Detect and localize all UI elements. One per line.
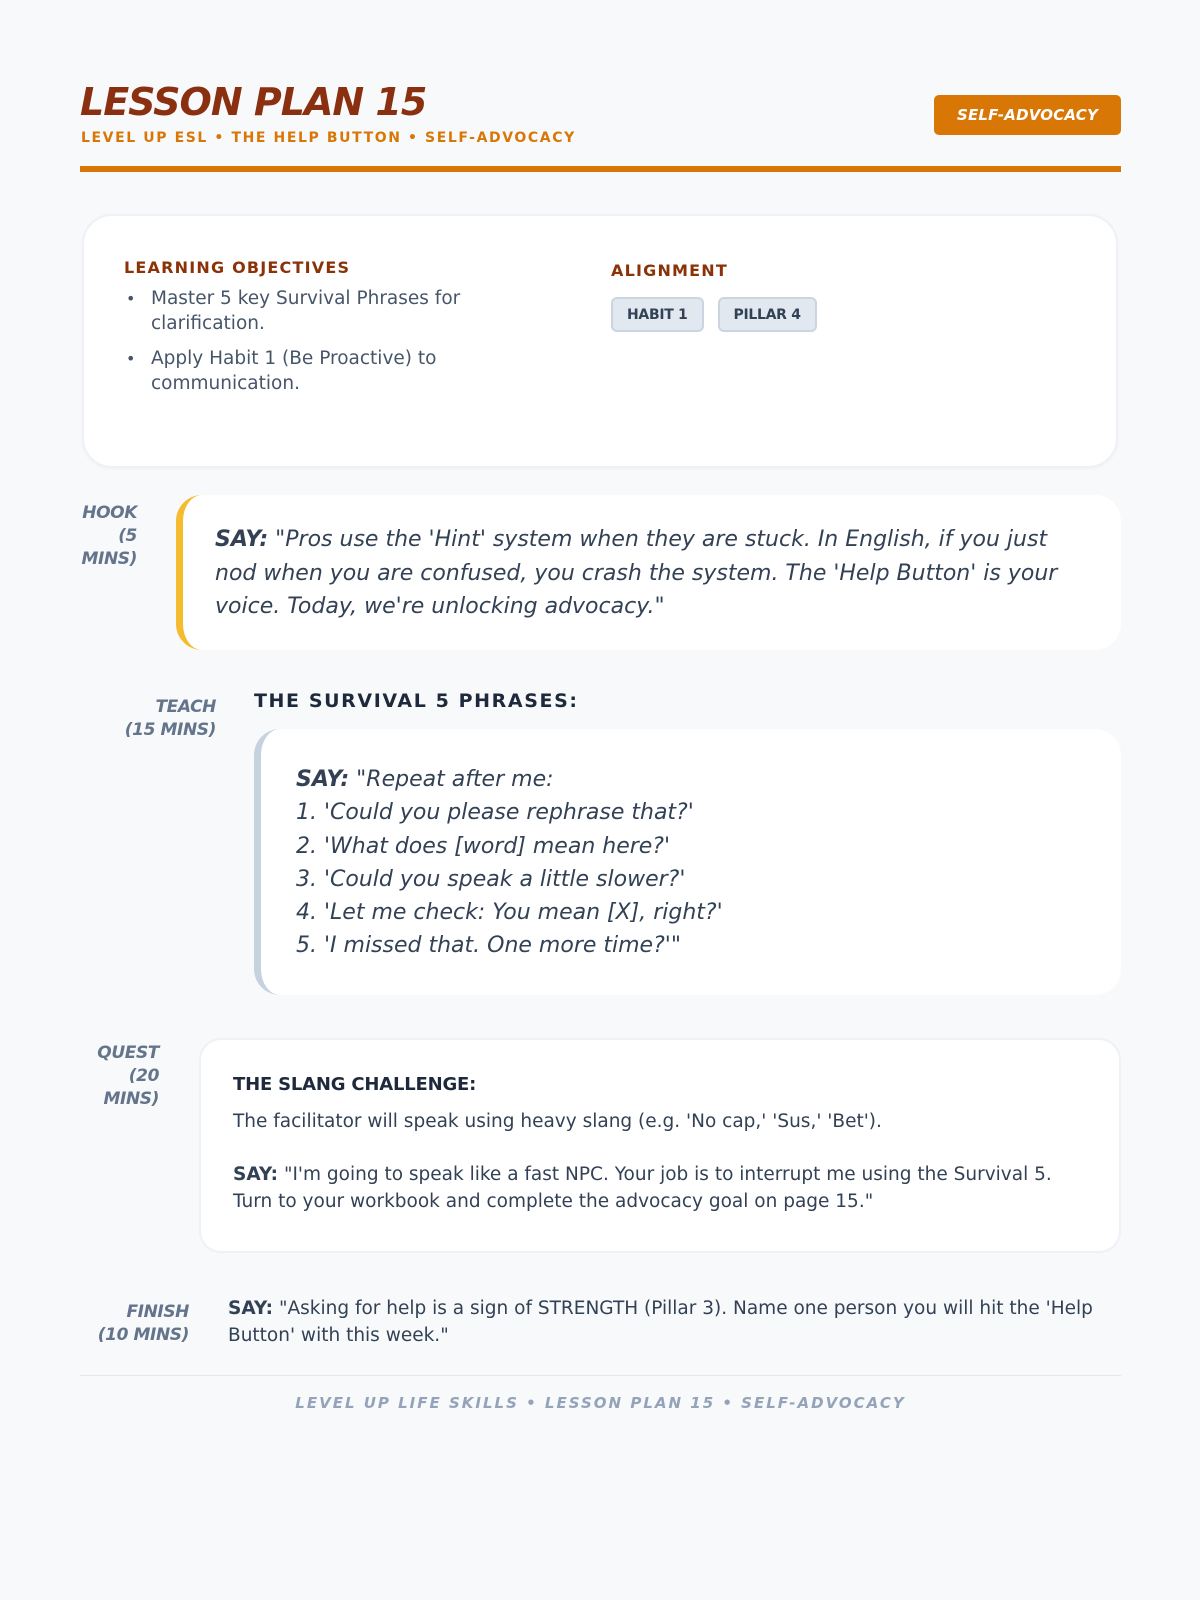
quest-script — [233, 1161, 1087, 1215]
alignment-pill-pillar: PILLAR 4 — [718, 297, 817, 332]
time-label-line: MINS) — [103, 1089, 159, 1109]
alignment-pill-habit: HABIT 1 — [611, 297, 704, 332]
objective-item — [124, 346, 544, 396]
time-label-line: (20 — [128, 1066, 159, 1086]
lesson-plan-page — [80, 0, 1121, 1600]
quest-description: The facilitator will speak using heavy slang (e.g. 'No cap,' 'Sus,' 'Bet'). — [233, 1111, 882, 1132]
objective-item — [124, 286, 544, 336]
say-label: SAY: — [228, 1298, 274, 1319]
quest-time-label — [80, 1042, 159, 1111]
quest-say-text: "I'm going to speak like a fast NPC. Your job is to interrupt me using the Survival 5. Turn to your workbook and complete the advocacy goal on page 15." — [233, 1164, 1052, 1212]
time-label-line: (5 — [118, 526, 137, 546]
say-label: SAY: — [233, 1164, 279, 1185]
teach-heading: THE SURVIVAL 5 PHRASES: — [254, 690, 579, 712]
say-label: SAY: — [215, 527, 269, 552]
page-subtitle: LEVEL UP ESL • THE HELP BUTTON • SELF-ADVOCACY — [81, 130, 576, 146]
phrase-item: 4. 'Let me check: You mean [X], right?' — [296, 900, 723, 926]
phrase-item: 1. 'Could you please rephrase that?' — [296, 800, 694, 826]
time-label-line: (15 MINS) — [124, 720, 216, 740]
page-footer: LEVEL UP LIFE SKILLS • LESSON PLAN 15 • SELF-ADVOCACY — [295, 1394, 906, 1412]
learning-objectives-label: LEARNING OBJECTIVES — [124, 258, 351, 277]
footer-divider — [80, 1375, 1121, 1376]
phrase-item: 5. 'I missed that. One more time?'" — [296, 933, 681, 959]
teach-intro-text: "Repeat after me: — [349, 767, 554, 792]
alignment-label: ALIGNMENT — [611, 261, 729, 280]
time-label-line: HOOK — [82, 503, 137, 523]
page-title: LESSON PLAN 15 — [80, 80, 427, 124]
quest-title: THE SLANG CHALLENGE: — [233, 1074, 477, 1095]
time-label-line: QUEST — [97, 1043, 159, 1063]
hook-text: "Pros use the 'Hint' system when they are stuck. In English, if you just nod when you are confused, you crash the system. The 'Help Button' is your voice. Today, we're unlocking advocacy." — [215, 527, 1058, 619]
topic-tag-badge: SELF-ADVOCACY — [934, 95, 1121, 135]
learning-objectives — [124, 258, 544, 406]
objectives-card — [82, 214, 1118, 468]
hook-time-label — [80, 502, 137, 571]
hook-script — [215, 523, 1093, 624]
hook-card — [176, 495, 1121, 650]
say-label: SAY: — [296, 767, 350, 792]
time-label-line: TEACH — [155, 697, 216, 717]
time-label-line: (10 MINS) — [97, 1325, 189, 1345]
bullet-icon: • — [126, 349, 136, 368]
objectives-list — [124, 286, 544, 396]
phrase-item: 3. 'Could you speak a little slower?' — [296, 866, 686, 892]
phrase-item: 2. 'What does [word] mean here?' — [296, 833, 671, 859]
quest-card — [199, 1038, 1121, 1253]
objective-text: Apply Habit 1 (Be Proactive) to communication. — [151, 348, 437, 394]
time-label-line: FINISH — [126, 1302, 189, 1322]
teach-card — [254, 729, 1121, 995]
alignment — [611, 261, 1071, 332]
time-label-line: MINS) — [81, 549, 137, 569]
page-header — [80, 76, 1121, 172]
finish-text: "Asking for help is a sign of STRENGTH (Pillar 3). Name one person you will hit the 'Help Button' with this week." — [228, 1298, 1093, 1346]
finish-time-label — [80, 1301, 189, 1347]
alignment-pills — [611, 297, 1071, 332]
teach-time-label — [80, 696, 216, 742]
objective-text: Master 5 key Survival Phrases for clarification. — [151, 288, 461, 334]
quest-spacer — [233, 1135, 1087, 1161]
finish-script — [228, 1295, 1121, 1349]
teach-intro — [296, 763, 1093, 796]
bullet-icon: • — [126, 289, 136, 308]
